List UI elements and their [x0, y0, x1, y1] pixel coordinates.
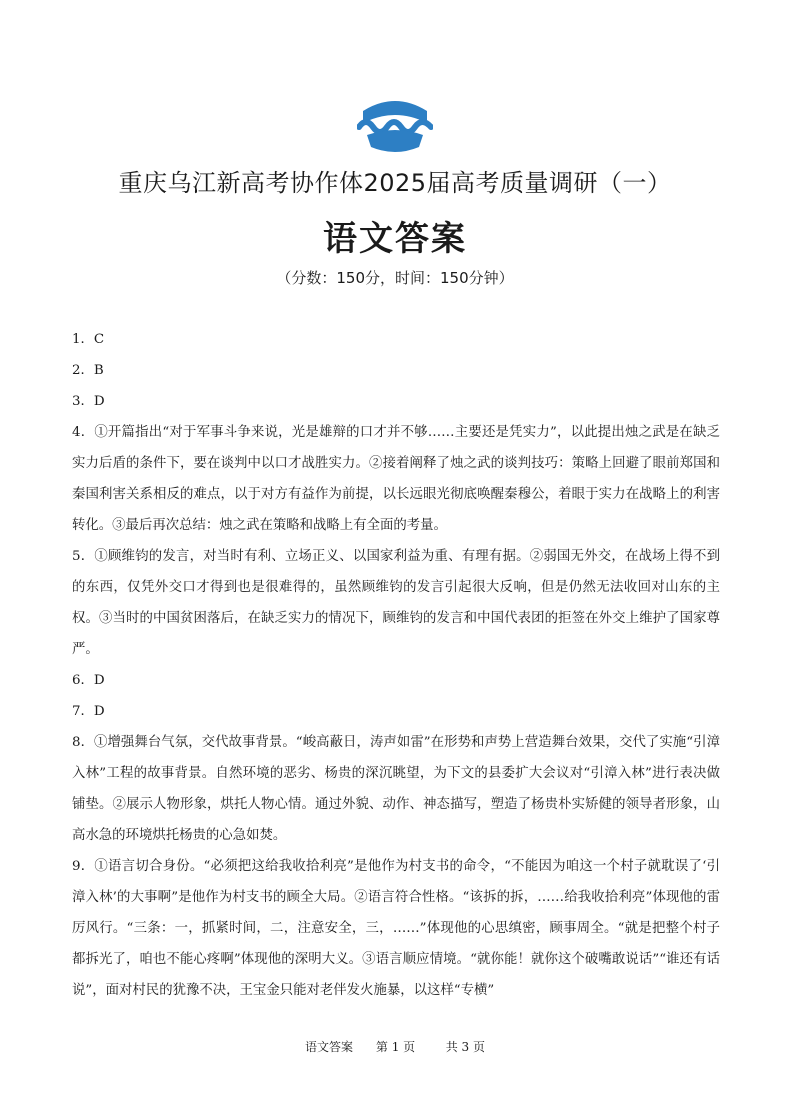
footer-doc-name: 语文答案 [304, 1040, 353, 1054]
footer-page-prefix: 第 [375, 1040, 388, 1054]
answer-list [72, 324, 720, 1006]
answer-item-2: 2．B [72, 363, 104, 378]
answer-item-6: 6．D [72, 673, 105, 688]
footer-total-prefix: 共 [445, 1040, 458, 1054]
page-footer [0, 1038, 790, 1055]
score-time-line: （分数：150分，时间：150分钟） [276, 269, 514, 287]
answer-item-8: 8．①增强舞台气氛，交代故事背景。“峻高蔽日，涛声如雷”在形势和声势上营造舞台效果，交代了实施“引漳入林”工程的故事背景。自然环境的恶劣、杨贵的深沉眺望，为下文的县委扩大会议对“引漳入林”进行表决做铺垫。②展示人物形象，烘托人物心情。通过外貌、动作、神态描写，塑造了杨贵朴实矫健的领导者形象，山高水急的环境烘托杨贵的心急如焚。 [72, 735, 720, 843]
answer-item-7: 7．D [72, 704, 105, 719]
footer-total-suffix: 页 [473, 1040, 486, 1054]
footer-page-number: 1 [391, 1040, 400, 1054]
answer-item-1: 1．C [72, 332, 105, 347]
wave-logo-icon [357, 97, 433, 155]
answer-item-9: 9．①语言切合身份。“必须把这给我收拾利亮”是他作为村支书的命令，“不能因为咱这一个村子就耽误了‘引漳入林’的大事啊”是他作为村支书的顾全大局。②语言符合性格。“该拆的拆，……给我收拾利亮”体现他的雷厉风行。“三条：一，抓紧时间，二，注意安全，三，……”体现他的心思缜密，顾事周全。“就是把整个村子都拆光了，咱也不能心疼啊”体现他的深明大义。③语言顺应情境。“就你能！就你这个破嘴敢说话”“谁还有话说”，面对村民的犹豫不决，王宝金只能对老伴发火施暴，以这样“专横” [72, 859, 720, 998]
document-title: 语文答案 [323, 219, 467, 259]
footer-total-number: 3 [461, 1040, 470, 1054]
answer-item-5: 5．①顾维钧的发言，对当时有利、立场正义、以国家利益为重、有理有据。②弱国无外交，在战场上得不到的东西，仅凭外交口才得到也是很难得的，虽然顾维钧的发言引起很大反响，但是仍然无法收回对山东的主权。③当时的中国贫困落后，在缺乏实力的情况下，顾维钧的发言和中国代表团的拒签在外交上维护了国家尊严。 [72, 549, 720, 657]
exam-title: 重庆乌江新高考协作体2025届高考质量调研（一） [118, 169, 672, 197]
answer-item-3: 3．D [72, 394, 105, 409]
footer-page-suffix: 页 [403, 1040, 416, 1054]
answer-item-4: 4．①开篇指出“对于军事斗争来说，光是雄辩的口才并不够……主要还是凭实力”，以此提出烛之武是在缺乏实力后盾的条件下，要在谈判中以口才战胜实力。②接着阐释了烛之武的谈判技巧：策略上回避了眼前郑国和秦国利害关系相反的难点，以于对方有益作为前提，以长远眼光彻底唤醒秦穆公，着眼于实力在战略上的利害转化。③最后再次总结：烛之武在策略和战略上有全面的考量。 [72, 425, 720, 533]
